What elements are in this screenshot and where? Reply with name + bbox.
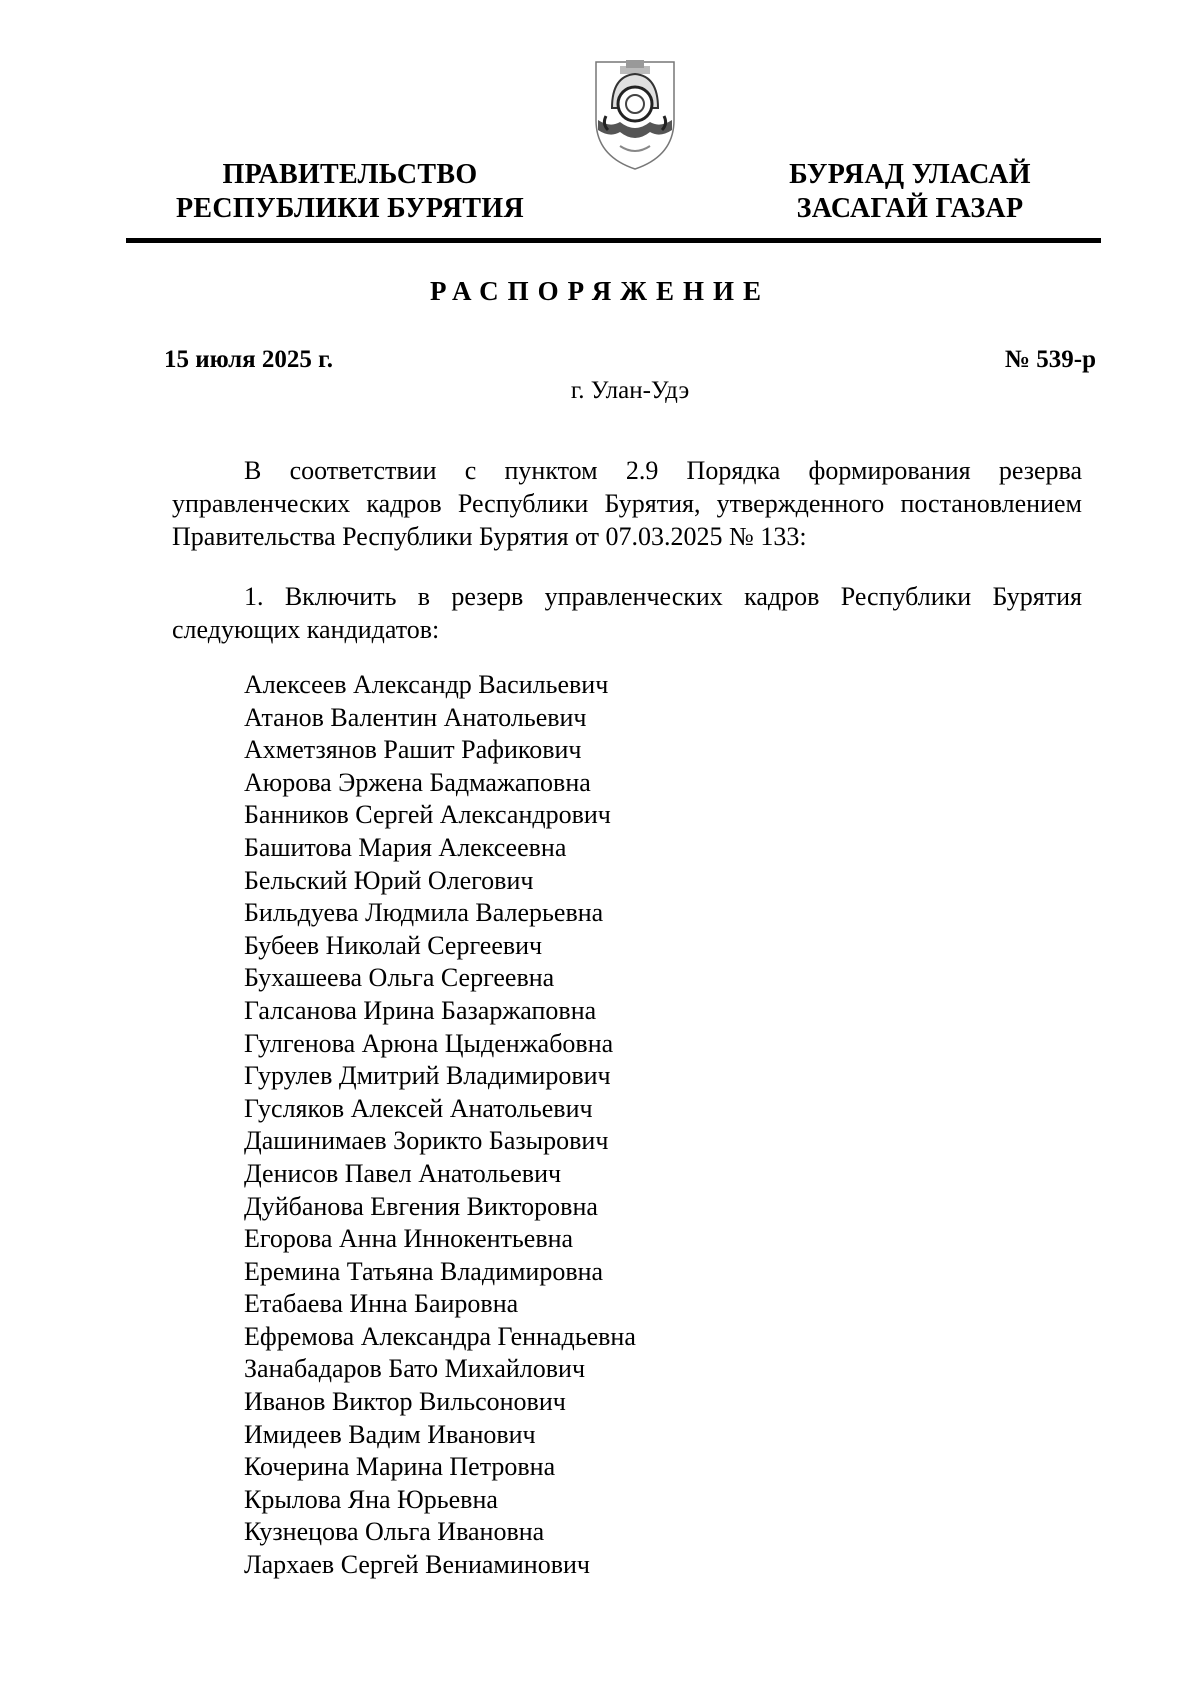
list-item: Иванов Виктор Вильсонович bbox=[244, 1387, 566, 1417]
list-item: Алексеев Александр Васильевич bbox=[244, 670, 609, 699]
list-item: Ахметзянов Рашит Рафикович bbox=[244, 735, 582, 765]
list-item: Аюрова Эржена Бадмажаповна bbox=[244, 767, 591, 797]
list-item: Бухашеева Ольга Сергеевна bbox=[244, 963, 555, 993]
list-item: Банников Сергей Александрович bbox=[244, 800, 611, 830]
list-item: Ефремова Александра Геннадьевна bbox=[244, 1321, 636, 1351]
item1-paragraph: 1. Включить в резерв управленческих кадров Республики Бурятия следующих кандидатов: bbox=[172, 582, 1082, 644]
list-item: Етабаева Инна Баировна bbox=[244, 1289, 519, 1319]
header-divider bbox=[126, 238, 1101, 243]
document-city: г. Улан-Удэ bbox=[570, 377, 690, 404]
list-item: Кузнецова Ольга Ивановна bbox=[244, 1517, 545, 1547]
coat-of-arms-icon bbox=[590, 58, 680, 173]
header-right bbox=[760, 158, 1060, 226]
candidate-list bbox=[244, 669, 636, 1582]
list-item: Дуйбанова Евгения Викторовна bbox=[244, 1191, 598, 1221]
list-item: Имидеев Вадим Иванович bbox=[244, 1419, 536, 1449]
list-item: Галсанова Ирина Базаржаповна bbox=[244, 995, 597, 1025]
list-item: Дашинимаев Зорикто Базырович bbox=[244, 1126, 609, 1156]
list-item: Лархаев Сергей Вениаминович bbox=[244, 1550, 590, 1580]
list-item: Атанов Валентин Анатольевич bbox=[244, 702, 587, 732]
list-item: Гурулев Дмитрий Владимирович bbox=[244, 1061, 611, 1091]
header-right-line2: ЗАСАГАЙ ГАЗАР bbox=[796, 193, 1024, 224]
list-item: Денисов Павел Анатольевич bbox=[244, 1158, 562, 1188]
document-date: 15 июля 2025 г. bbox=[164, 346, 333, 373]
list-item: Еремина Татьяна Владимировна bbox=[244, 1256, 604, 1286]
header-right-line1: БУРЯАД УЛАСАЙ bbox=[789, 159, 1031, 190]
list-item: Бильдуева Людмила Валерьевна bbox=[244, 898, 604, 928]
list-item: Бельский Юрий Олегович bbox=[244, 865, 534, 895]
list-item: Бубеев Николай Сергеевич bbox=[244, 930, 543, 960]
list-item: Гусляков Алексей Анатольевич bbox=[244, 1093, 593, 1123]
header-left-line2: РЕСПУБЛИКИ БУРЯТИЯ bbox=[176, 193, 524, 224]
list-item: Гулгенова Арюна Цыденжабовна bbox=[244, 1028, 614, 1058]
list-item: Занабадаров Бато Михайлович bbox=[244, 1354, 586, 1384]
list-item: Кочерина Марина Петровна bbox=[244, 1452, 556, 1482]
header-left bbox=[170, 158, 530, 226]
list-item: Башитова Мария Алексеевна bbox=[244, 832, 567, 862]
document-type: РАСПОРЯЖЕНИЕ bbox=[429, 276, 771, 306]
document-number: № 539-р bbox=[1004, 346, 1096, 373]
preamble-paragraph: В соответствии с пунктом 2.9 Порядка формирования резерва управленческих кадров Республики Бурятия, утвержденного постановлением Правительства Республики Бурятия от 07.03.2025 № 133: bbox=[172, 456, 1082, 551]
header-left-line1: ПРАВИТЕЛЬСТВО bbox=[222, 159, 478, 190]
list-item: Егорова Анна Иннокентьевна bbox=[244, 1224, 574, 1254]
list-item: Крылова Яна Юрьевна bbox=[244, 1484, 498, 1514]
